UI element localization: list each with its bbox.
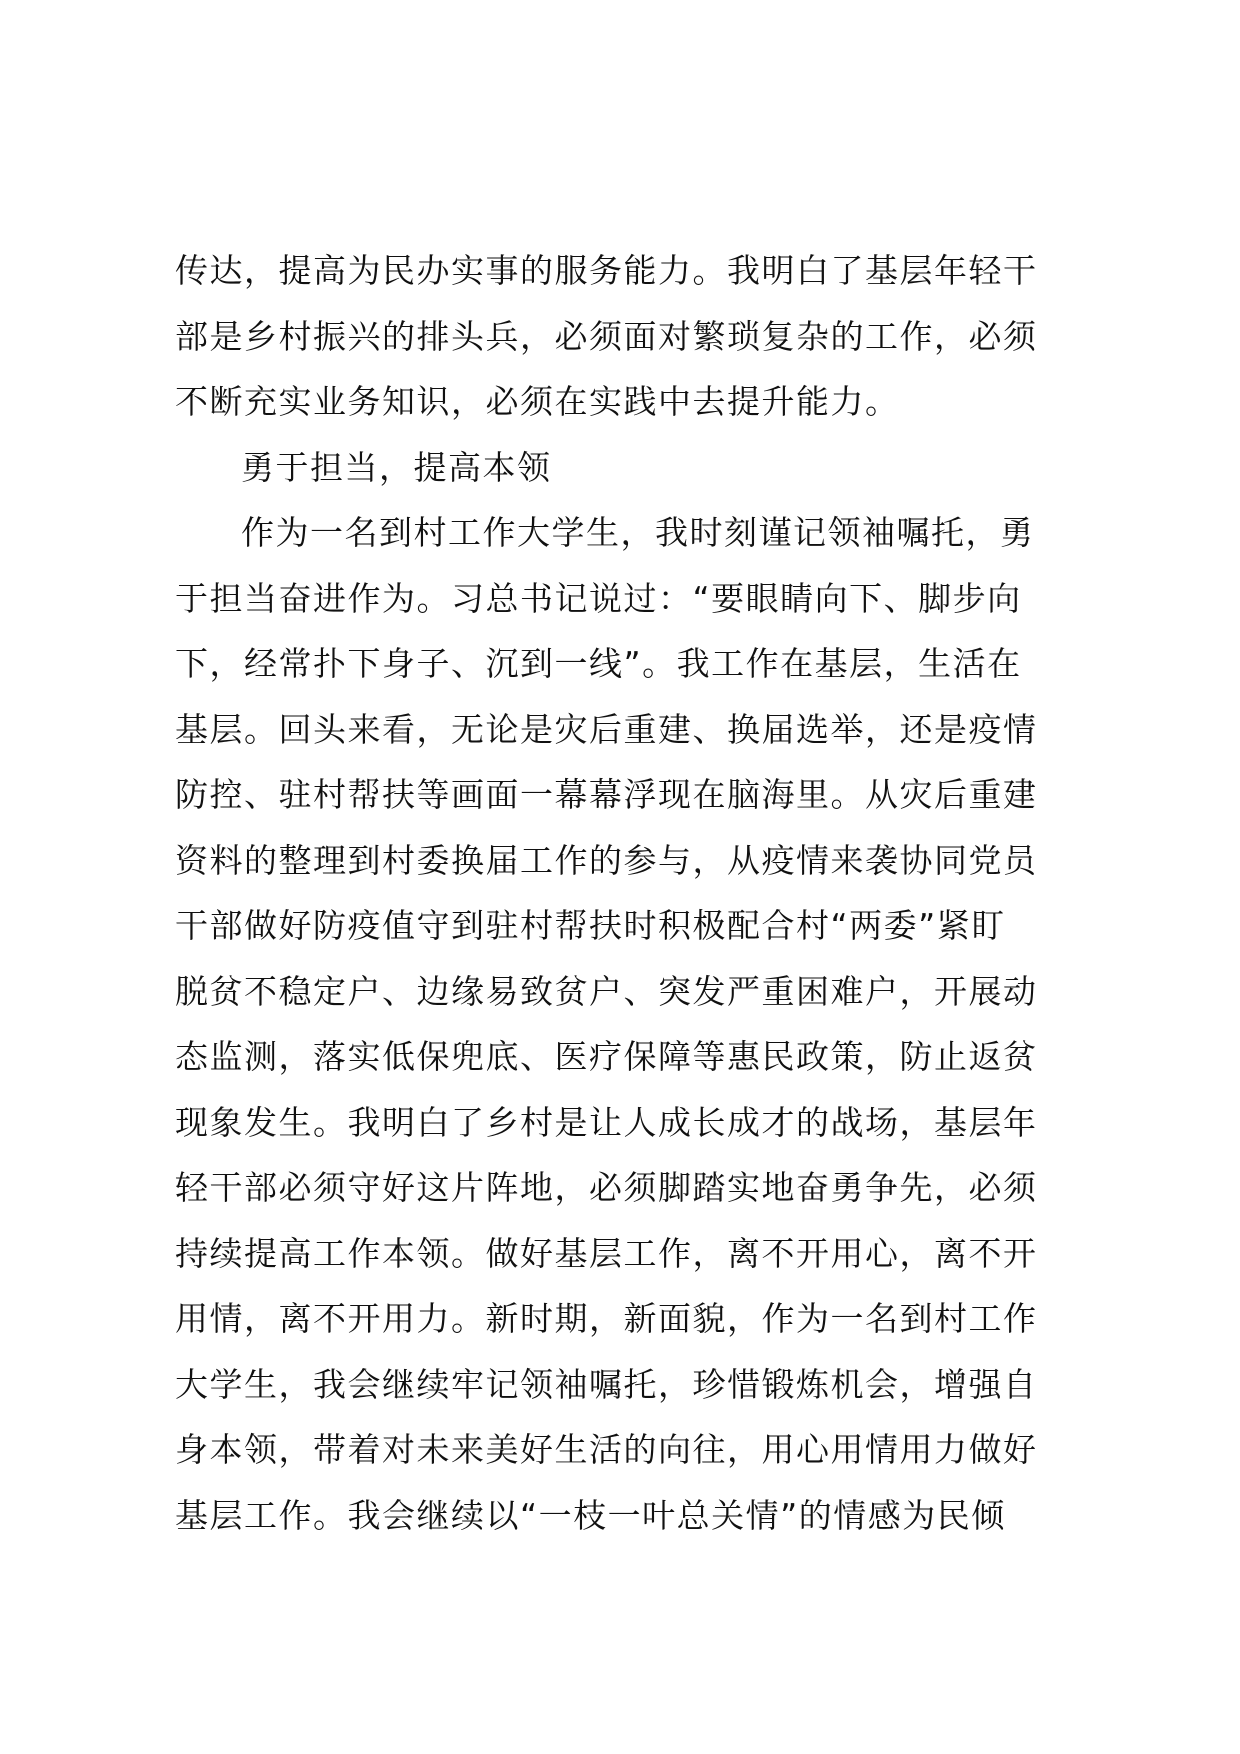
text-line: 下，经常扑下身子、沉到一线”。我工作在基层，生活在	[175, 644, 1022, 683]
text-line: 持续提高工作本领。做好基层工作，离不开用心，离不开	[175, 1233, 1038, 1273]
text-line: 身本领，带着对未来美好生活的向往，用心用情用力做好	[175, 1430, 1038, 1469]
text-line: 态监测，落实低保兜底、医疗保障等惠民政策，防止返贫	[175, 1037, 1038, 1076]
text-line: 干部做好防疫值守到驻村帮扶时积极配合村“两委”紧盯	[175, 906, 1006, 945]
text-line: 传达，提高为民办实事的服务能力。我明白了基层年轻干	[175, 251, 1038, 290]
text-line: 现象发生。我明白了乡村是让人成长成才的战场，基层年	[175, 1102, 1038, 1142]
text-line: 于担当奋进作为。习总书记说过：“要眼睛向下、脚步向	[175, 578, 1022, 618]
text-line: 基层。回头来看，无论是灾后重建、换届选举，还是疫情	[175, 709, 1038, 749]
text-line: 防控、驻村帮扶等画面一幕幕浮现在脑海里。从灾后重建	[175, 775, 1038, 814]
text-line: 作为一名到村工作大学生，我时刻谨记领袖嘱托，勇	[241, 513, 1035, 552]
text-line: 轻干部必须守好这片阵地，必须脚踏实地奋勇争先，必须	[175, 1168, 1038, 1207]
text-line: 部是乡村振兴的排头兵，必须面对繁琐复杂的工作，必须	[175, 316, 1038, 356]
text-line: 大学生，我会继续牢记领袖嘱托，珍惜锻炼机会，增强自	[175, 1364, 1038, 1404]
section-heading: 勇于担当，提高本领	[241, 447, 552, 487]
text-line: 不断充实业务知识，必须在实践中去提升能力。	[175, 382, 900, 421]
text-line: 脱贫不稳定户、边缘易致贫户、突发严重困难户，开展动	[175, 971, 1038, 1011]
text-line: 资料的整理到村委换届工作的参与，从疫情来袭协同党员	[175, 840, 1038, 880]
body-text	[175, 238, 1080, 1548]
text-line: 基层工作。我会继续以“一枝一叶总关情”的情感为民倾	[175, 1495, 1006, 1535]
text-line: 用情，离不开用力。新时期，新面貌，作为一名到村工作	[175, 1299, 1038, 1338]
